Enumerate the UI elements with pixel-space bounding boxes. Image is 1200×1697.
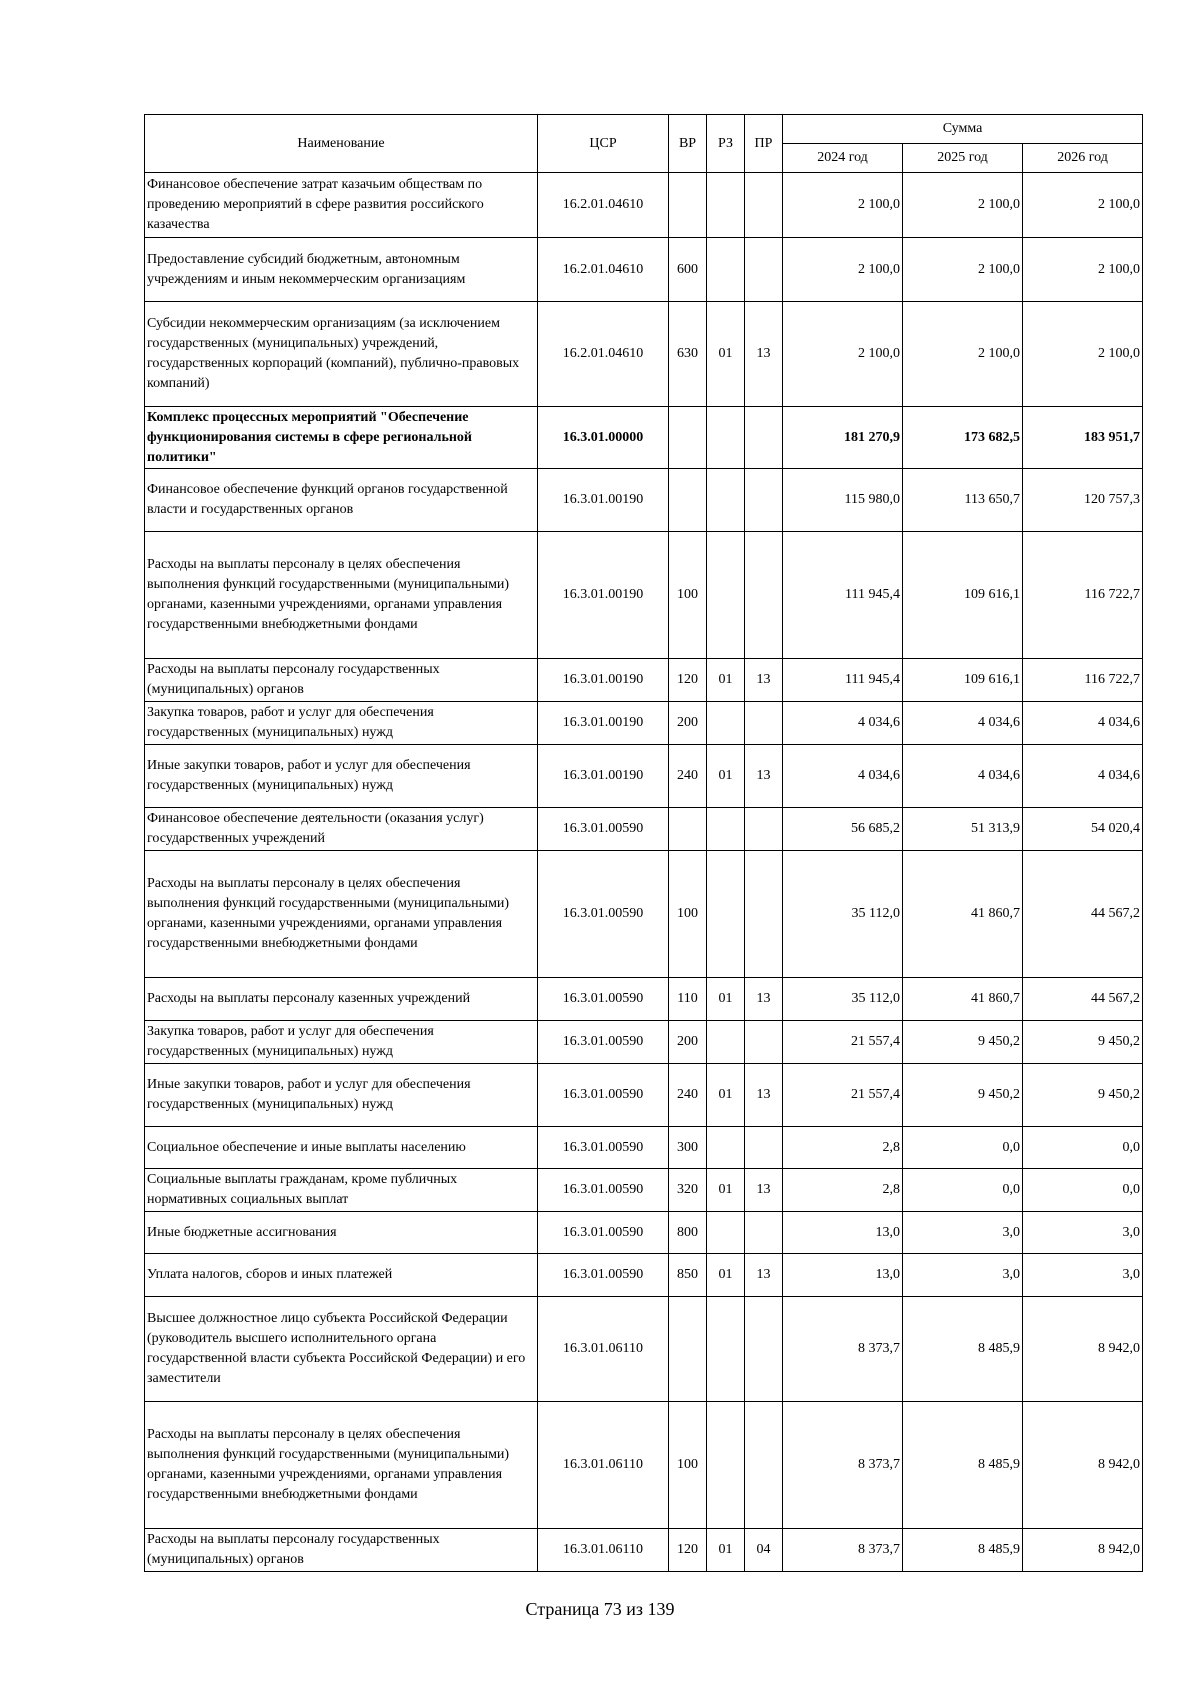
cell-y2024: 2,8 [783, 1127, 903, 1169]
table-row [145, 1254, 1143, 1297]
cell-vr: 630 [669, 302, 707, 407]
cell-name: Уплата налогов, сборов и иных платежей [145, 1254, 538, 1297]
header-csr: ЦСР [538, 115, 669, 173]
header-name: Наименование [145, 115, 538, 173]
cell-y2024: 181 270,9 [783, 407, 903, 469]
table-row [145, 745, 1143, 808]
cell-name: Комплекс процессных мероприятий "Обеспечение функционирования системы в сфере региональной политики" [145, 407, 538, 469]
cell-pr: 13 [745, 745, 783, 808]
cell-vr: 120 [669, 1529, 707, 1572]
cell-name: Социальное обеспечение и иные выплаты населению [145, 1127, 538, 1169]
cell-y2026: 2 100,0 [1023, 302, 1143, 407]
cell-csr: 16.3.01.00190 [538, 532, 669, 659]
cell-y2025: 51 313,9 [903, 808, 1023, 851]
header-vr: ВР [669, 115, 707, 173]
table-row [145, 1402, 1143, 1529]
table-row [145, 1169, 1143, 1212]
table-row [145, 1297, 1143, 1402]
cell-vr [669, 173, 707, 238]
cell-rz [707, 238, 745, 302]
table-row [145, 851, 1143, 978]
cell-csr: 16.3.01.00590 [538, 1212, 669, 1254]
cell-csr: 16.3.01.00190 [538, 659, 669, 702]
cell-pr: 13 [745, 659, 783, 702]
cell-y2026: 3,0 [1023, 1212, 1143, 1254]
cell-rz [707, 1127, 745, 1169]
cell-csr: 16.3.01.00590 [538, 1254, 669, 1297]
cell-csr: 16.3.01.00590 [538, 1021, 669, 1064]
cell-y2024: 13,0 [783, 1254, 903, 1297]
cell-name: Социальные выплаты гражданам, кроме публичных нормативных социальных выплат [145, 1169, 538, 1212]
cell-y2024: 115 980,0 [783, 469, 903, 532]
cell-y2025: 3,0 [903, 1254, 1023, 1297]
cell-rz: 01 [707, 745, 745, 808]
cell-rz [707, 532, 745, 659]
cell-rz [707, 1021, 745, 1064]
cell-vr [669, 469, 707, 532]
cell-y2026: 183 951,7 [1023, 407, 1143, 469]
cell-rz [707, 808, 745, 851]
cell-y2026: 9 450,2 [1023, 1021, 1143, 1064]
cell-csr: 16.3.01.00190 [538, 469, 669, 532]
cell-y2025: 0,0 [903, 1127, 1023, 1169]
cell-csr: 16.3.01.00190 [538, 745, 669, 808]
cell-pr [745, 469, 783, 532]
cell-y2024: 35 112,0 [783, 978, 903, 1021]
cell-y2024: 111 945,4 [783, 659, 903, 702]
table-body [145, 173, 1143, 1572]
cell-pr: 13 [745, 978, 783, 1021]
cell-vr: 800 [669, 1212, 707, 1254]
cell-y2026: 8 942,0 [1023, 1529, 1143, 1572]
cell-vr: 850 [669, 1254, 707, 1297]
table-header [145, 115, 1143, 173]
cell-rz: 01 [707, 978, 745, 1021]
cell-y2025: 9 450,2 [903, 1021, 1023, 1064]
cell-y2026: 4 034,6 [1023, 702, 1143, 745]
table-row [145, 407, 1143, 469]
table-row [145, 978, 1143, 1021]
cell-y2026: 44 567,2 [1023, 978, 1143, 1021]
cell-pr: 13 [745, 1064, 783, 1127]
cell-y2024: 4 034,6 [783, 745, 903, 808]
table-row [145, 532, 1143, 659]
cell-name: Иные бюджетные ассигнования [145, 1212, 538, 1254]
cell-y2025: 109 616,1 [903, 532, 1023, 659]
cell-name: Финансовое обеспечение функций органов государственной власти и государственных органов [145, 469, 538, 532]
cell-rz [707, 851, 745, 978]
cell-y2024: 4 034,6 [783, 702, 903, 745]
header-pr: ПР [745, 115, 783, 173]
cell-y2025: 4 034,6 [903, 702, 1023, 745]
cell-y2026: 0,0 [1023, 1127, 1143, 1169]
table-row [145, 1127, 1143, 1169]
cell-y2026: 3,0 [1023, 1254, 1143, 1297]
cell-name: Высшее должностное лицо субъекта Российской Федерации (руководитель высшего исполнительного органа государственной власти субъекта Российской Федерации) и его заместители [145, 1297, 538, 1402]
header-sum: Сумма [783, 115, 1143, 144]
cell-y2025: 173 682,5 [903, 407, 1023, 469]
cell-y2025: 3,0 [903, 1212, 1023, 1254]
cell-y2026: 120 757,3 [1023, 469, 1143, 532]
cell-y2026: 0,0 [1023, 1169, 1143, 1212]
cell-csr: 16.3.01.00190 [538, 702, 669, 745]
cell-y2024: 2 100,0 [783, 173, 903, 238]
cell-pr [745, 702, 783, 745]
cell-y2024: 2 100,0 [783, 238, 903, 302]
cell-y2026: 9 450,2 [1023, 1064, 1143, 1127]
cell-y2025: 113 650,7 [903, 469, 1023, 532]
cell-y2024: 21 557,4 [783, 1021, 903, 1064]
cell-y2024: 111 945,4 [783, 532, 903, 659]
cell-y2025: 2 100,0 [903, 238, 1023, 302]
cell-rz [707, 173, 745, 238]
table-row [145, 659, 1143, 702]
cell-y2024: 8 373,7 [783, 1529, 903, 1572]
cell-y2024: 8 373,7 [783, 1297, 903, 1402]
cell-y2024: 56 685,2 [783, 808, 903, 851]
cell-vr: 200 [669, 1021, 707, 1064]
cell-csr: 16.3.01.00590 [538, 1064, 669, 1127]
table-row [145, 469, 1143, 532]
cell-y2026: 4 034,6 [1023, 745, 1143, 808]
cell-y2025: 41 860,7 [903, 851, 1023, 978]
page-number: Страница 73 из 139 [525, 1599, 675, 1619]
cell-pr [745, 851, 783, 978]
cell-y2024: 8 373,7 [783, 1402, 903, 1529]
cell-y2024: 35 112,0 [783, 851, 903, 978]
cell-pr [745, 808, 783, 851]
table-row [145, 302, 1143, 407]
table-row [145, 702, 1143, 745]
cell-rz: 01 [707, 1529, 745, 1572]
table-row [145, 1064, 1143, 1127]
cell-csr: 16.3.01.06110 [538, 1297, 669, 1402]
cell-name: Финансовое обеспечение деятельности (оказания услуг) государственных учреждений [145, 808, 538, 851]
cell-name: Иные закупки товаров, работ и услуг для обеспечения государственных (муниципальных) нужд [145, 1064, 538, 1127]
cell-y2024: 21 557,4 [783, 1064, 903, 1127]
cell-pr: 13 [745, 302, 783, 407]
cell-pr [745, 1021, 783, 1064]
cell-pr [745, 173, 783, 238]
cell-rz [707, 1212, 745, 1254]
cell-csr: 16.3.01.00000 [538, 407, 669, 469]
cell-rz: 01 [707, 659, 745, 702]
cell-rz [707, 1297, 745, 1402]
cell-name: Расходы на выплаты персоналу государственных (муниципальных) органов [145, 1529, 538, 1572]
cell-rz [707, 1402, 745, 1529]
cell-csr: 16.2.01.04610 [538, 238, 669, 302]
cell-vr: 100 [669, 1402, 707, 1529]
cell-y2026: 8 942,0 [1023, 1402, 1143, 1529]
cell-y2025: 0,0 [903, 1169, 1023, 1212]
cell-y2025: 2 100,0 [903, 302, 1023, 407]
cell-pr [745, 407, 783, 469]
cell-vr: 600 [669, 238, 707, 302]
cell-csr: 16.3.01.00590 [538, 1127, 669, 1169]
cell-vr: 300 [669, 1127, 707, 1169]
cell-name: Предоставление субсидий бюджетным, автономным учреждениям и иным некоммерческим организациям [145, 238, 538, 302]
cell-y2025: 8 485,9 [903, 1297, 1023, 1402]
header-year-2026: 2026 год [1023, 144, 1143, 173]
cell-y2026: 2 100,0 [1023, 173, 1143, 238]
cell-y2026: 116 722,7 [1023, 659, 1143, 702]
cell-csr: 16.3.01.00590 [538, 1169, 669, 1212]
cell-rz: 01 [707, 302, 745, 407]
cell-pr: 04 [745, 1529, 783, 1572]
cell-csr: 16.2.01.04610 [538, 302, 669, 407]
cell-rz: 01 [707, 1169, 745, 1212]
table-row [145, 1021, 1143, 1064]
cell-rz [707, 702, 745, 745]
cell-y2025: 4 034,6 [903, 745, 1023, 808]
cell-rz: 01 [707, 1064, 745, 1127]
cell-vr: 200 [669, 702, 707, 745]
cell-rz [707, 407, 745, 469]
cell-name: Расходы на выплаты персоналу государственных (муниципальных) органов [145, 659, 538, 702]
table-row [145, 238, 1143, 302]
cell-vr: 120 [669, 659, 707, 702]
budget-table [144, 114, 1143, 1572]
cell-y2026: 8 942,0 [1023, 1297, 1143, 1402]
cell-y2025: 8 485,9 [903, 1529, 1023, 1572]
cell-y2025: 9 450,2 [903, 1064, 1023, 1127]
table-row [145, 1529, 1143, 1572]
cell-y2025: 109 616,1 [903, 659, 1023, 702]
cell-pr: 13 [745, 1254, 783, 1297]
table-row [145, 808, 1143, 851]
cell-name: Расходы на выплаты персоналу казенных учреждений [145, 978, 538, 1021]
header-rz: РЗ [707, 115, 745, 173]
cell-vr [669, 808, 707, 851]
cell-y2026: 44 567,2 [1023, 851, 1143, 978]
cell-name: Расходы на выплаты персоналу в целях обеспечения выполнения функций государственными (муниципальными) органами, казенными учреждениями, органами управления государственными внебюджетными фондами [145, 851, 538, 978]
cell-pr [745, 532, 783, 659]
cell-name: Субсидии некоммерческим организациям (за исключением государственных (муниципальных) учреждений, государственных корпораций (компаний), публично-правовых компаний) [145, 302, 538, 407]
cell-vr: 320 [669, 1169, 707, 1212]
cell-vr: 100 [669, 532, 707, 659]
cell-y2026: 116 722,7 [1023, 532, 1143, 659]
cell-csr: 16.2.01.04610 [538, 173, 669, 238]
cell-pr [745, 1402, 783, 1529]
cell-csr: 16.3.01.06110 [538, 1529, 669, 1572]
cell-vr: 100 [669, 851, 707, 978]
table-row [145, 1212, 1143, 1254]
header-year-2025: 2025 год [903, 144, 1023, 173]
cell-vr: 240 [669, 745, 707, 808]
cell-rz: 01 [707, 1254, 745, 1297]
cell-name: Финансовое обеспечение затрат казачьим обществам по проведению мероприятий в сфере развития российского казачества [145, 173, 538, 238]
cell-rz [707, 469, 745, 532]
cell-pr [745, 1297, 783, 1402]
cell-csr: 16.3.01.00590 [538, 851, 669, 978]
cell-y2024: 2,8 [783, 1169, 903, 1212]
cell-name: Расходы на выплаты персоналу в целях обеспечения выполнения функций государственными (муниципальными) органами, казенными учреждениями, органами управления государственными внебюджетными фондами [145, 1402, 538, 1529]
cell-pr [745, 238, 783, 302]
cell-csr: 16.3.01.06110 [538, 1402, 669, 1529]
table-row [145, 173, 1143, 238]
cell-pr [745, 1127, 783, 1169]
cell-vr: 240 [669, 1064, 707, 1127]
cell-y2025: 2 100,0 [903, 173, 1023, 238]
cell-y2024: 2 100,0 [783, 302, 903, 407]
cell-name: Расходы на выплаты персоналу в целях обеспечения выполнения функций государственными (муниципальными) органами, казенными учреждениями, органами управления государственными внебюджетными фондами [145, 532, 538, 659]
cell-y2024: 13,0 [783, 1212, 903, 1254]
cell-pr: 13 [745, 1169, 783, 1212]
cell-name: Закупка товаров, работ и услуг для обеспечения государственных (муниципальных) нужд [145, 1021, 538, 1064]
cell-vr: 110 [669, 978, 707, 1021]
cell-csr: 16.3.01.00590 [538, 808, 669, 851]
cell-y2025: 41 860,7 [903, 978, 1023, 1021]
cell-vr [669, 407, 707, 469]
cell-name: Закупка товаров, работ и услуг для обеспечения государственных (муниципальных) нужд [145, 702, 538, 745]
cell-y2025: 8 485,9 [903, 1402, 1023, 1529]
cell-y2026: 2 100,0 [1023, 238, 1143, 302]
cell-csr: 16.3.01.00590 [538, 978, 669, 1021]
cell-y2026: 54 020,4 [1023, 808, 1143, 851]
cell-vr [669, 1297, 707, 1402]
header-year-2024: 2024 год [783, 144, 903, 173]
cell-name: Иные закупки товаров, работ и услуг для обеспечения государственных (муниципальных) нужд [145, 745, 538, 808]
cell-pr [745, 1212, 783, 1254]
